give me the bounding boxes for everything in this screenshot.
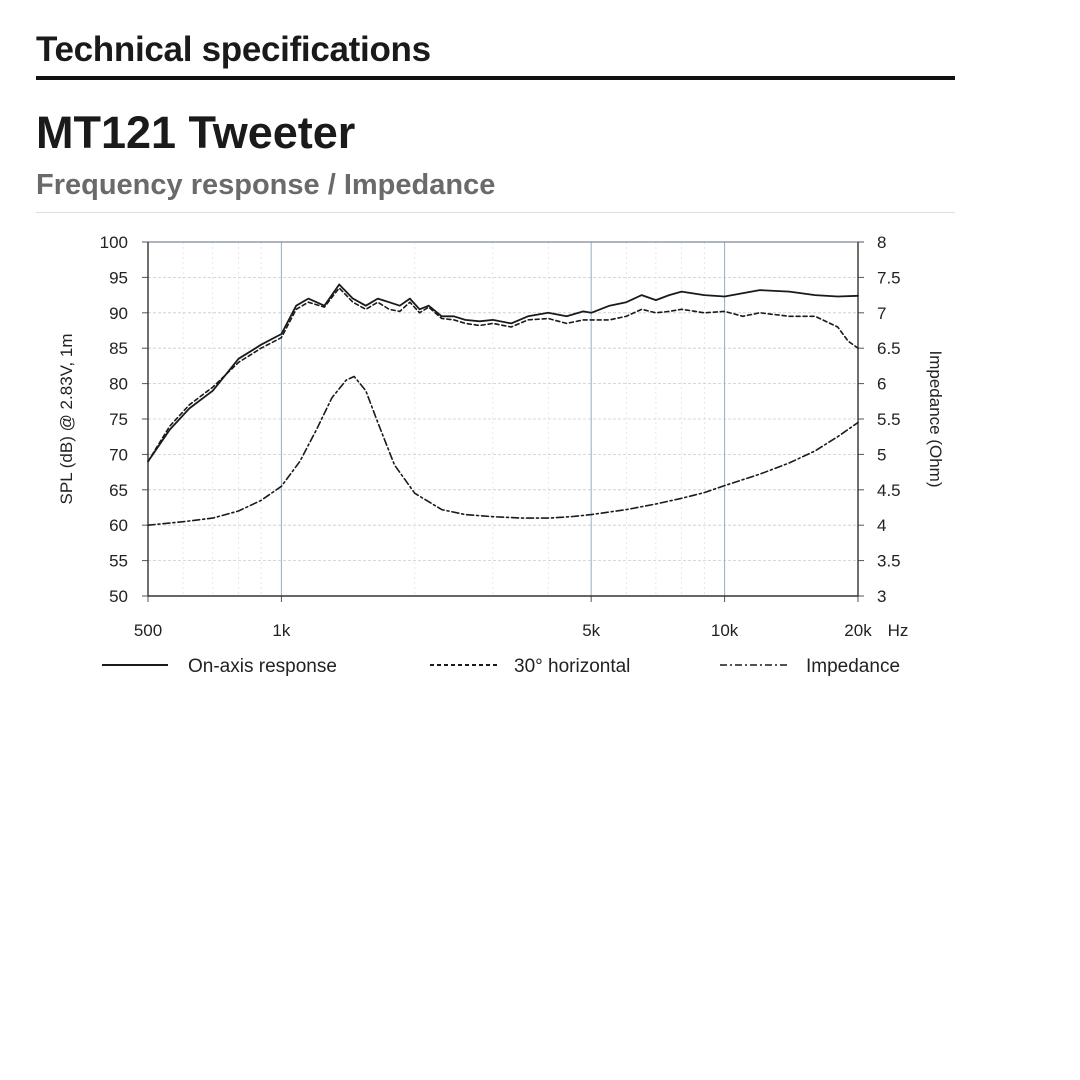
y-tick-label: 55 [109,551,128,571]
y-tick-label: 95 [109,268,128,288]
y2-tick-label: 7.5 [877,268,901,288]
y-tick-label: 70 [109,445,128,465]
y-tick-label: 100 [99,233,128,252]
y2-tick-label: 4.5 [877,480,901,500]
y2-tick-label: 5 [877,445,887,465]
legend-swatch-solid [100,660,170,670]
y-tick-label: 75 [109,410,128,429]
title-divider [36,212,955,213]
x-tick-label: 5k [582,621,601,640]
section-rule [36,76,955,80]
y2-tick-label: 7 [877,303,887,323]
legend-label-on-axis: On-axis response [188,656,337,677]
y2-tick-label: 6.5 [877,339,901,359]
y-tick-label: 50 [109,587,128,606]
x-axis-unit-label: Hz [887,621,909,640]
y-axis-title: SPL (dB) @ 2.83V, 1m [57,333,76,505]
y-tick-label: 85 [109,339,128,359]
legend-swatch-dashed [428,660,500,670]
legend-swatch-dash-dot [718,660,790,670]
x-tick-label: 500 [133,621,163,640]
y2-tick-label: 3.5 [877,551,901,571]
product-title: MT121 Tweeter [36,107,356,158]
series-line-30-horizontal [148,288,858,462]
x-tick-label: 10k [710,621,739,640]
section-title: Technical specifications [36,30,431,69]
y2-tick-label: 8 [877,233,887,252]
y2-tick-label: 3 [877,587,887,606]
frequency-response-chart [0,220,1000,650]
chart-title: Frequency response / Impedance [36,169,496,201]
legend-label-impedance: Impedance [806,656,901,677]
grid-layer [148,242,858,596]
axis-layer [142,242,864,602]
series-line-on-axis-response [148,285,858,462]
legend-label-30-horizontal: 30° horizontal [514,656,631,677]
y-tick-label: 65 [109,480,128,500]
y-tick-label: 90 [109,303,128,323]
x-tick-label: 1k [272,621,291,640]
y2-tick-label: 6 [877,374,887,394]
x-tick-label: 20k [844,621,872,640]
y-tick-label: 60 [109,516,128,536]
y2-axis-title: Impedance (Ohm) [926,350,945,488]
series-line-impedance [148,377,858,526]
y2-tick-label: 5.5 [877,410,901,429]
y2-tick-label: 4 [877,516,887,536]
chart-legend [100,650,920,690]
series-layer [148,285,858,526]
y-tick-label: 80 [109,374,128,394]
